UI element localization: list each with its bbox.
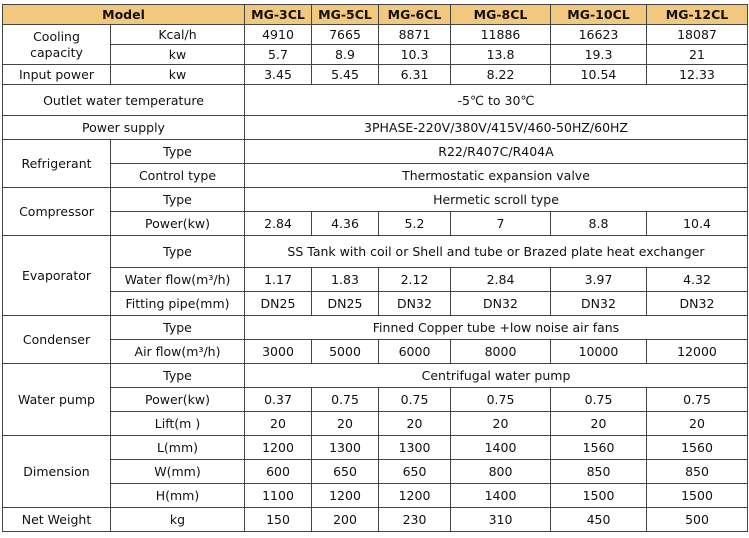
cell-value: 3.45 xyxy=(245,65,312,85)
cell-value: 8000 xyxy=(451,340,551,364)
cell-value: 18087 xyxy=(647,25,748,45)
table-row xyxy=(3,316,748,340)
cell-value: 10.54 xyxy=(551,65,647,85)
cell-value: 600 xyxy=(245,460,312,484)
cell-value: 8.8 xyxy=(551,212,647,236)
cell-value: 19.3 xyxy=(551,45,647,65)
refrigerant-type-value: R22/R407C/R404A xyxy=(245,140,748,164)
cell-value: 13.8 xyxy=(451,45,551,65)
table-row xyxy=(3,460,748,484)
cell-value: 2.84 xyxy=(245,212,312,236)
row-label: Type xyxy=(111,140,245,164)
row-label: Water flow(m³/h) xyxy=(111,268,245,292)
model-name: MG-8CL xyxy=(451,5,551,25)
cell-value: 2.12 xyxy=(379,268,451,292)
row-label: Fitting pipe(mm) xyxy=(111,292,245,316)
row-label: Kcal/h xyxy=(111,25,245,45)
cell-value: 7665 xyxy=(312,25,379,45)
cell-value: 5.45 xyxy=(312,65,379,85)
table-row xyxy=(3,508,748,532)
table-row xyxy=(3,164,748,188)
cell-value: 5000 xyxy=(312,340,379,364)
row-label: Type xyxy=(111,316,245,340)
cell-value: 20 xyxy=(551,412,647,436)
header-row xyxy=(3,5,748,25)
cell-value: 650 xyxy=(379,460,451,484)
cell-value: 5.2 xyxy=(379,212,451,236)
cell-value: 1300 xyxy=(312,436,379,460)
row-label: Type xyxy=(111,236,245,268)
cell-value: DN32 xyxy=(379,292,451,316)
cell-value: 850 xyxy=(647,460,748,484)
cell-value: 1400 xyxy=(451,436,551,460)
row-label: L(mm) xyxy=(111,436,245,460)
cell-value: 150 xyxy=(245,508,312,532)
power-supply-label: Power supply xyxy=(3,116,245,140)
cooling-capacity-label: Cooling capacity xyxy=(3,25,111,65)
table-row xyxy=(3,45,748,65)
cell-value: 12000 xyxy=(647,340,748,364)
cell-value: 4.36 xyxy=(312,212,379,236)
model-name: MG-12CL xyxy=(647,5,748,25)
input-power-label: Input power xyxy=(3,65,111,85)
cell-value: 1.17 xyxy=(245,268,312,292)
cell-value: 3.97 xyxy=(551,268,647,292)
row-label: Air flow(m³/h) xyxy=(111,340,245,364)
cell-value: 4.32 xyxy=(647,268,748,292)
compressor-type-value: Hermetic scroll type xyxy=(245,188,748,212)
cell-value: 0.37 xyxy=(245,388,312,412)
table-row xyxy=(3,236,748,268)
row-label: Power(kw) xyxy=(111,212,245,236)
cell-value: 1200 xyxy=(312,484,379,508)
condenser-type-value: Finned Copper tube +low noise air fans xyxy=(245,316,748,340)
cell-value: 4910 xyxy=(245,25,312,45)
refrigerant-label: Refrigerant xyxy=(3,140,111,188)
cell-value: 1560 xyxy=(647,436,748,460)
cell-value: 650 xyxy=(312,460,379,484)
model-name: MG-10CL xyxy=(551,5,647,25)
cell-value: 0.75 xyxy=(379,388,451,412)
cell-value: 1200 xyxy=(245,436,312,460)
cell-value: 6.31 xyxy=(379,65,451,85)
cell-value: 21 xyxy=(647,45,748,65)
table-row xyxy=(3,436,748,460)
evaporator-label: Evaporator xyxy=(3,236,111,316)
cell-value: 20 xyxy=(312,412,379,436)
cell-value: 12.33 xyxy=(647,65,748,85)
power-supply-value: 3PHASE-220V/380V/415V/460-50HZ/60HZ xyxy=(245,116,748,140)
spec-table xyxy=(2,4,748,532)
cell-value: 20 xyxy=(379,412,451,436)
water-pump-type-value: Centrifugal water pump xyxy=(245,364,748,388)
cell-value: 7 xyxy=(451,212,551,236)
control-type-value: Thermostatic expansion valve xyxy=(245,164,748,188)
model-name: MG-3CL xyxy=(245,5,312,25)
row-label: W(mm) xyxy=(111,460,245,484)
cell-value: 1500 xyxy=(551,484,647,508)
row-label: Type xyxy=(111,188,245,212)
row-label: kg xyxy=(111,508,245,532)
cell-value: DN32 xyxy=(647,292,748,316)
cell-value: 20 xyxy=(245,412,312,436)
table-row xyxy=(3,65,748,85)
model-name: MG-5CL xyxy=(312,5,379,25)
cell-value: 0.75 xyxy=(647,388,748,412)
cell-value: 850 xyxy=(551,460,647,484)
table-row xyxy=(3,25,748,45)
table-row xyxy=(3,340,748,364)
table-row xyxy=(3,484,748,508)
row-label: Power(kw) xyxy=(111,388,245,412)
cell-value: 1200 xyxy=(379,484,451,508)
cell-value: 310 xyxy=(451,508,551,532)
cell-value: 6000 xyxy=(379,340,451,364)
table-row xyxy=(3,85,748,116)
row-label: Type xyxy=(111,364,245,388)
net-weight-label: Net Weight xyxy=(3,508,111,532)
cell-value: 16623 xyxy=(551,25,647,45)
cell-value: 1.83 xyxy=(312,268,379,292)
cell-value: 5.7 xyxy=(245,45,312,65)
cell-value: 1500 xyxy=(647,484,748,508)
table-row xyxy=(3,364,748,388)
row-label: kw xyxy=(111,45,245,65)
row-label: H(mm) xyxy=(111,484,245,508)
outlet-water-value: -5℃ to 30℃ xyxy=(245,85,748,116)
cell-value: DN25 xyxy=(312,292,379,316)
compressor-label: Compressor xyxy=(3,188,111,236)
condenser-label: Condenser xyxy=(3,316,111,364)
table-row xyxy=(3,268,748,292)
table-row xyxy=(3,292,748,316)
cell-value: 8871 xyxy=(379,25,451,45)
model-header: Model xyxy=(3,5,245,25)
cell-value: 10.3 xyxy=(379,45,451,65)
dimension-label: Dimension xyxy=(3,436,111,508)
cell-value: 230 xyxy=(379,508,451,532)
water-pump-label: Water pump xyxy=(3,364,111,436)
cell-value: 10.4 xyxy=(647,212,748,236)
cell-value: 8.22 xyxy=(451,65,551,85)
cell-value: 11886 xyxy=(451,25,551,45)
cell-value: 3000 xyxy=(245,340,312,364)
cell-value: 800 xyxy=(451,460,551,484)
cell-value: 0.75 xyxy=(312,388,379,412)
cell-value: 500 xyxy=(647,508,748,532)
evaporator-type-value: SS Tank with coil or Shell and tube or Brazed plate heat exchanger xyxy=(245,236,748,268)
table-row xyxy=(3,412,748,436)
outlet-water-label: Outlet water temperature xyxy=(3,85,245,116)
cell-value: 1100 xyxy=(245,484,312,508)
row-label: kw xyxy=(111,65,245,85)
cell-value: 1560 xyxy=(551,436,647,460)
cell-value: DN25 xyxy=(245,292,312,316)
cell-value: 0.75 xyxy=(451,388,551,412)
cell-value: 0.75 xyxy=(551,388,647,412)
cell-value: 1400 xyxy=(451,484,551,508)
cell-value: 20 xyxy=(647,412,748,436)
cell-value: 200 xyxy=(312,508,379,532)
cell-value: DN32 xyxy=(551,292,647,316)
table-row xyxy=(3,116,748,140)
table-row xyxy=(3,188,748,212)
cell-value: 20 xyxy=(451,412,551,436)
table-row xyxy=(3,140,748,164)
cell-value: 2.84 xyxy=(451,268,551,292)
cell-value: 1300 xyxy=(379,436,451,460)
cell-value: DN32 xyxy=(451,292,551,316)
cell-value: 8.9 xyxy=(312,45,379,65)
table-row xyxy=(3,212,748,236)
cell-value: 10000 xyxy=(551,340,647,364)
row-label: Control type xyxy=(111,164,245,188)
cell-value: 450 xyxy=(551,508,647,532)
row-label: Lift(m ) xyxy=(111,412,245,436)
table-row xyxy=(3,388,748,412)
model-name: MG-6CL xyxy=(379,5,451,25)
